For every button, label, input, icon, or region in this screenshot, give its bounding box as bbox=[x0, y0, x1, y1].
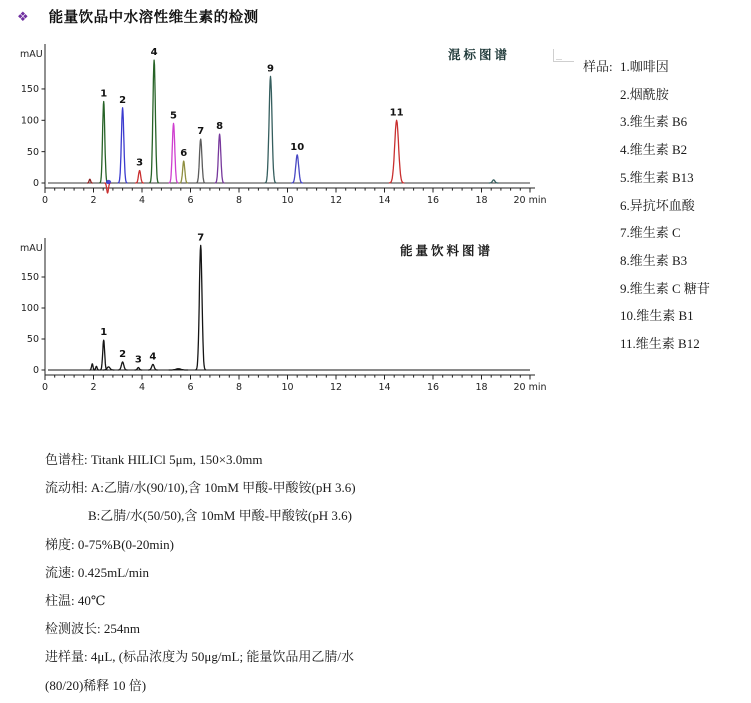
svg-text:4: 4 bbox=[150, 47, 158, 59]
condition-line: 流动相: A:乙腈/水(90/10),含 10mM 甲酸-甲酸铵(pH 3.6) bbox=[45, 480, 356, 496]
svg-text:11: 11 bbox=[389, 107, 404, 119]
svg-text:6: 6 bbox=[180, 148, 188, 160]
page-title: 能量饮品中水溶性维生素的检测 bbox=[48, 10, 259, 26]
svg-text:10: 10 bbox=[290, 141, 305, 153]
svg-text:150: 150 bbox=[20, 84, 39, 96]
svg-text:18: 18 bbox=[475, 382, 488, 393]
sample-item: 2.烟酰胺 bbox=[620, 86, 669, 102]
svg-text:20 min: 20 min bbox=[513, 382, 547, 393]
diamond-bullet-icon: ❖ bbox=[17, 9, 29, 24]
svg-text:16: 16 bbox=[426, 382, 440, 393]
svg-text:6: 6 bbox=[187, 382, 194, 393]
condition-line: 流速: 0.425mL/min bbox=[45, 564, 150, 580]
svg-text:4: 4 bbox=[138, 382, 146, 393]
svg-text:4: 4 bbox=[149, 351, 157, 363]
svg-text:2: 2 bbox=[90, 195, 97, 206]
method-conditions bbox=[45, 446, 535, 700]
svg-text:100: 100 bbox=[20, 303, 39, 315]
condition-line: 柱温: 40℃ bbox=[45, 593, 106, 609]
svg-text:8: 8 bbox=[216, 121, 224, 133]
svg-text:100: 100 bbox=[20, 115, 39, 127]
svg-text:4: 4 bbox=[138, 195, 146, 206]
svg-text:10: 10 bbox=[281, 195, 294, 206]
energy-drink-chart-title: 能量饮料图谱 bbox=[400, 244, 494, 258]
svg-text:8: 8 bbox=[235, 382, 243, 393]
svg-text:7: 7 bbox=[197, 232, 205, 244]
condition-line: (80/20)稀释 10 倍) bbox=[45, 677, 147, 693]
page-title-row bbox=[17, 6, 259, 27]
svg-text:2: 2 bbox=[119, 94, 127, 106]
svg-text:20 min: 20 min bbox=[513, 195, 547, 206]
sample-item: 11.维生素 B12 bbox=[620, 336, 700, 352]
svg-text:3: 3 bbox=[134, 354, 142, 366]
condition-line: 检测波长: 254nm bbox=[45, 621, 140, 637]
sample-item: 8.维生素 B3 bbox=[620, 252, 688, 268]
svg-text:mAU: mAU bbox=[20, 243, 43, 254]
svg-text:7: 7 bbox=[197, 126, 205, 138]
svg-text:3: 3 bbox=[136, 157, 144, 169]
sample-item: 3.维生素 B6 bbox=[620, 114, 688, 130]
svg-text:8: 8 bbox=[235, 195, 243, 206]
svg-text:10: 10 bbox=[281, 382, 294, 393]
svg-text:14: 14 bbox=[378, 195, 391, 206]
standard-chart-title: 混标图谱 bbox=[448, 48, 511, 62]
svg-text:14: 14 bbox=[378, 382, 391, 393]
svg-text:18: 18 bbox=[475, 195, 488, 206]
sample-item: 7.维生素 C bbox=[620, 225, 681, 241]
condition-line: 进样量: 4μL, (标品浓度为 50μg/mL; 能量饮品用乙腈/水 bbox=[45, 649, 354, 665]
svg-text:50: 50 bbox=[26, 146, 39, 158]
svg-text:2: 2 bbox=[90, 382, 97, 393]
condition-line: 色谱柱: Titank HILICl 5μm, 150×3.0mm bbox=[45, 452, 263, 467]
svg-text:0: 0 bbox=[32, 365, 39, 377]
svg-text:0: 0 bbox=[41, 382, 49, 393]
svg-text:50: 50 bbox=[26, 334, 39, 346]
sample-legend-label: 样品: bbox=[583, 59, 613, 74]
svg-text:5: 5 bbox=[170, 110, 178, 122]
condition-line: B:乙腈/水(50/50),含 10mM 甲酸-甲酸铵(pH 3.6) bbox=[88, 508, 352, 524]
svg-text:0: 0 bbox=[32, 178, 39, 190]
sample-item: 9.维生素 C 糖苷 bbox=[620, 280, 710, 296]
svg-text:12: 12 bbox=[329, 382, 343, 393]
sample-item: 10.维生素 B1 bbox=[620, 308, 694, 324]
svg-text:0: 0 bbox=[41, 195, 49, 206]
svg-text:2: 2 bbox=[119, 348, 127, 360]
sample-legend bbox=[620, 53, 710, 358]
svg-text:12: 12 bbox=[329, 195, 343, 206]
sample-item: 1.咖啡因 bbox=[620, 59, 669, 74]
condition-line: 梯度: 0-75%B(0-20min) bbox=[45, 536, 174, 552]
svg-text:1: 1 bbox=[100, 327, 108, 339]
watermark-artifact bbox=[553, 49, 574, 62]
sample-item: 5.维生素 B13 bbox=[620, 169, 694, 185]
svg-text:mAU: mAU bbox=[20, 49, 43, 60]
svg-text:16: 16 bbox=[426, 195, 440, 206]
sample-item: 6.异抗坏血酸 bbox=[620, 197, 695, 213]
svg-text:150: 150 bbox=[20, 272, 39, 284]
svg-text:1: 1 bbox=[100, 88, 108, 100]
svg-text:6: 6 bbox=[187, 195, 194, 206]
svg-text:9: 9 bbox=[267, 63, 275, 75]
sample-item: 4.维生素 B2 bbox=[620, 142, 688, 158]
